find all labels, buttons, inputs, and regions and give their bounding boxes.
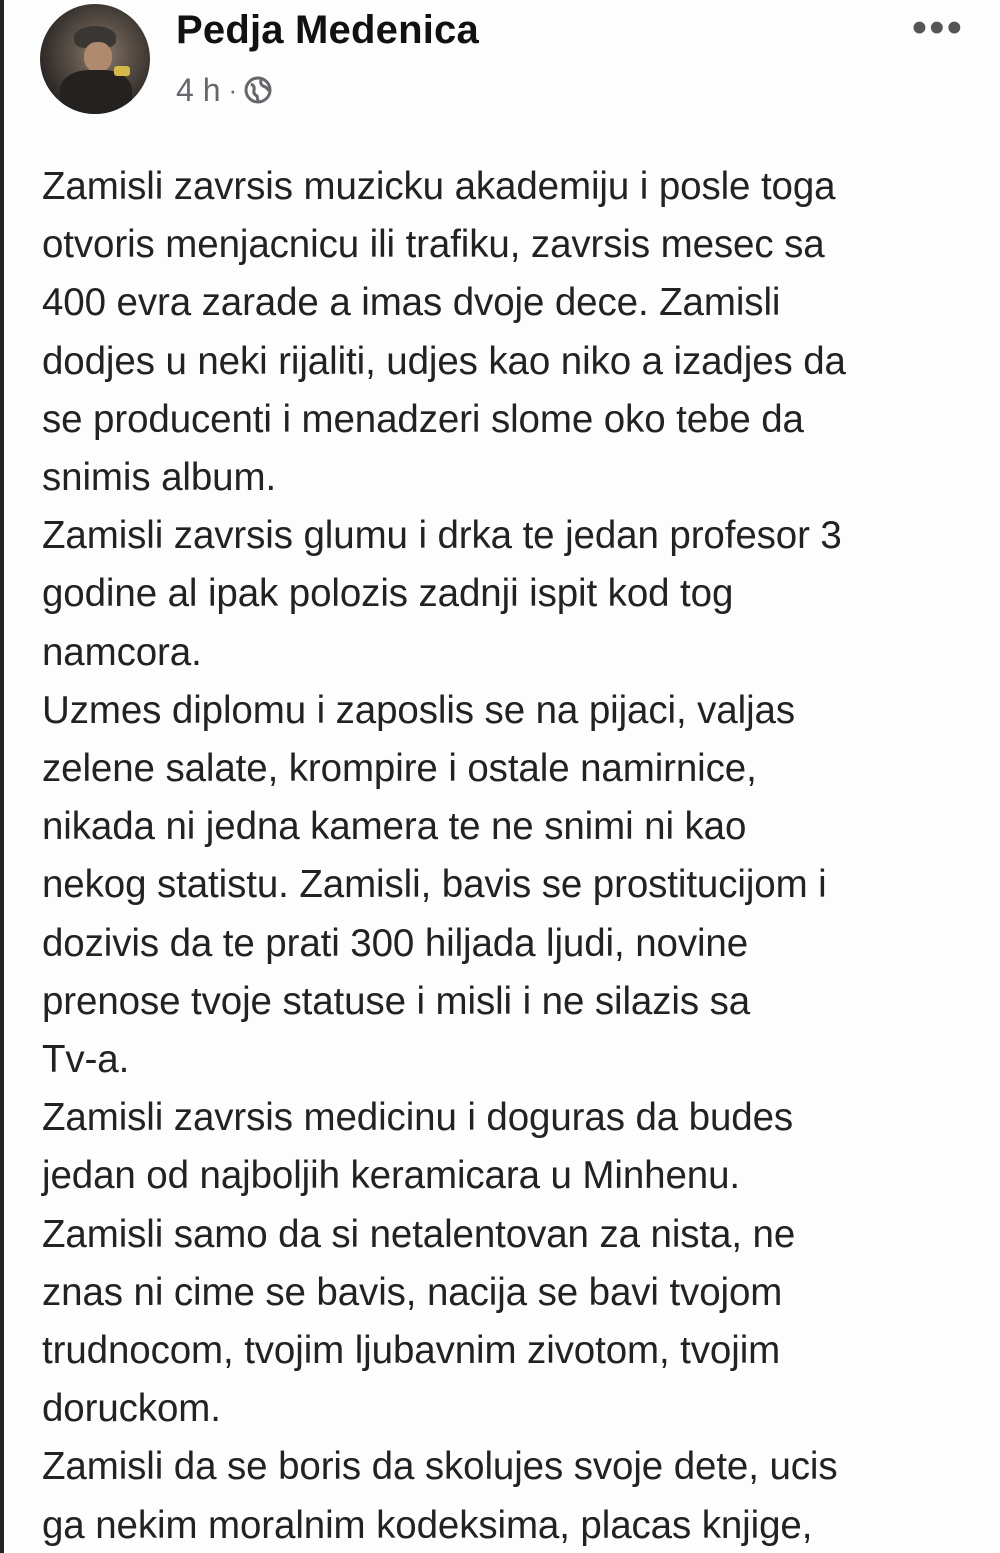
post-header [4,0,1000,130]
post-text-line: Zamisli samo da si netalentovan za nista, ne [42,1212,796,1256]
post-text-line: doruckom. [42,1387,221,1431]
post-text-line: znas ni cime se bavis, nacija se bavi tvojom [42,1270,783,1314]
post-text-line: godine al ipak polozis zadnji ispit kod tog [42,572,734,616]
avatar-face [84,42,112,72]
post-text-line: otvoris menjacnicu ili trafiku, zavrsis mesec sa [42,223,825,267]
post-text [42,158,987,1553]
meta-separator: · [228,74,238,105]
post-text-line: Zamisli zavrsis muzicku akademiju i posle toga [42,165,836,208]
post-text-line: namcora. [42,630,202,674]
post-text-line: trudnocom, tvojim ljubavnim zivotom, tvojim [42,1329,781,1373]
post-text-line: jedan od najboljih keramicara u Minhenu. [42,1154,740,1198]
more-options-icon[interactable]: ••• [911,3,964,52]
avatar-body [60,70,132,114]
post-text-line: zelene salate, krompire i ostale namirnice, [42,747,757,791]
post-text-line: 400 evra zarade a imas dvoje dece. Zamisli [42,281,781,325]
post-text-line: Zamisli zavrsis glumu i drka te jedan profesor 3 [42,514,842,558]
author-name[interactable]: Pedja Medenica [176,8,479,52]
post-text-line: Uzmes diplomu i zaposlis se na pijaci, valjas [42,688,795,732]
post-time[interactable]: 4 h [176,71,221,108]
avatar[interactable] [40,4,150,114]
post-text-line: dozivis da te prati 300 hiljada ljudi, novine [42,921,749,965]
post-text-line: prenose tvoje statuse i misli i ne silazis sa [42,979,751,1023]
post-text-line: nikada ni jedna kamera te ne snimi ni kao [42,805,747,849]
post-text-line: se producenti i menadzeri slome oko tebe da [42,397,804,441]
post-text-line: Zamisli zavrsis medicinu i doguras da budes [42,1096,794,1140]
avatar-accent [114,66,130,76]
globe-icon[interactable] [243,75,273,105]
post-text-line: nekog statistu. Zamisli, bavis se prostitucijom i [42,863,827,907]
post-text-line: snimis album. [42,456,277,500]
post-text-line: Zamisli da se boris da skolujes svoje dete, ucis [42,1445,838,1489]
post-text-line: dodjes u neki rijaliti, udjes kao niko a izadjes da [42,339,846,383]
post-meta [176,70,273,110]
post-text-line: ga nekim moralnim kodeksima, placas knjige, [42,1503,813,1547]
post-text-line: Tv-a. [42,1038,130,1082]
